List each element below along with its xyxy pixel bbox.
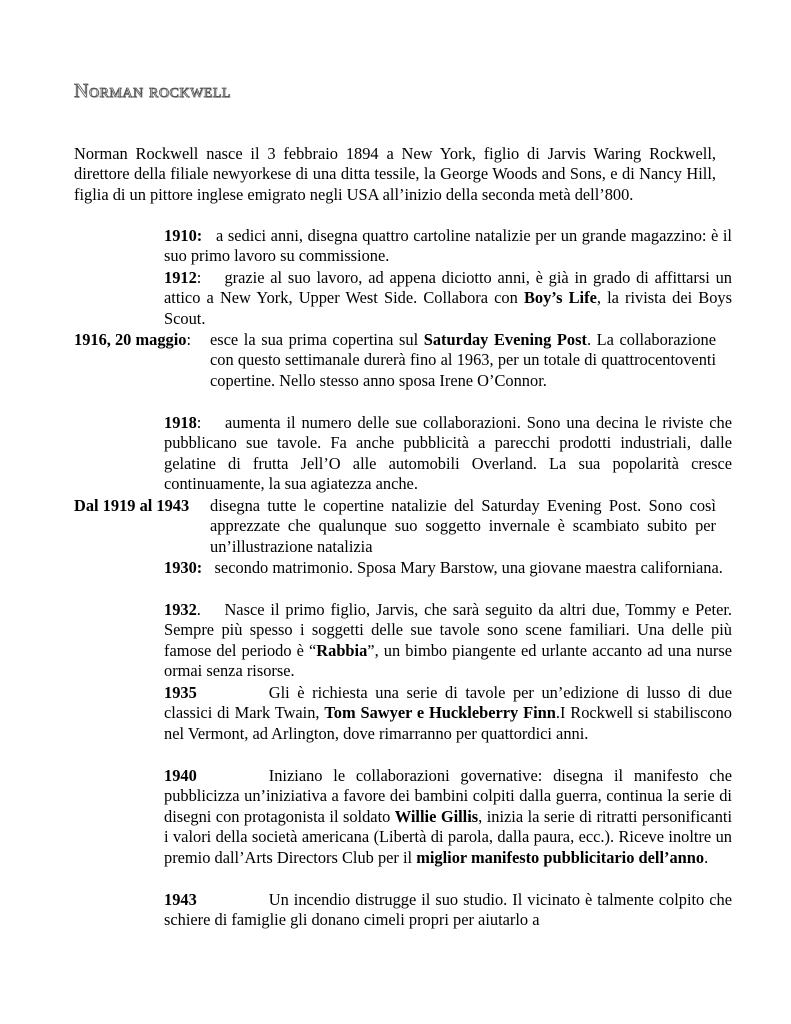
timeline-entry-1935: [148, 683, 732, 744]
entry-text: aumenta il numero delle sue collaborazioni. Sono una decina le riviste che pubblicano sue tavole. Fa anche pubblicità a parecchi prodotti industriali, dalle gelatine di frutta Jell’O alle automobili Overland. La sua popolarità cresce continuamente, la sua agiatezza anche.: [164, 413, 733, 494]
timeline-entry-1943: [148, 890, 732, 931]
entry-label: 1940: [164, 766, 197, 785]
entry-label: 1943: [164, 890, 197, 909]
entry-label: 1930:: [164, 558, 203, 577]
entry-text: grazie al suo lavoro, ad appena diciotto anni, è già in grado di affittarsi un attico a New York, Upper West Side. Collabora con: [164, 268, 732, 308]
document-title: Norman rockwell: [74, 80, 231, 102]
entry-text: disegna tutte le copertine natalizie del Saturday Evening Post. Sono così apprezzate che qualunque suo soggetto invernale è scambiato subito per un’illustrazione natalizia: [210, 496, 716, 556]
entry-bold-text: Boy’s Life: [523, 288, 597, 308]
entry-text: ”, un bimbo piangente ed urlante accanto ad una nurse ormai senza risorse.: [164, 640, 732, 681]
entry-text: .: [704, 847, 709, 867]
timeline-entry-1918: [148, 413, 732, 495]
entry-separator: :: [196, 268, 202, 287]
entry-text: . La collaborazione con questo settimanale durerà fino al 1963, per un totale di quattrocentoventi copertine. Nello stesso anno sposa Irene O’Connor.: [210, 330, 716, 390]
entry-label: 1916, 20 maggio:: [74, 330, 192, 349]
entry-bold-text: Willie Gillis: [394, 806, 479, 826]
timeline-entry-1910: [148, 226, 732, 267]
entry-text: a sedici anni, disegna quattro cartoline natalizie per un grande magazzino: è il suo primo lavoro su commissione.: [164, 226, 732, 266]
entry-label: 1932: [164, 600, 197, 619]
entry-text: esce la sua prima copertina sul: [210, 330, 424, 349]
intro-paragraph: Norman Rockwell nasce il 3 febbraio 1894 a New York, figlio di Jarvis Waring Rockwell, direttore della filiale newyorkese di una ditta tessile, la George Woods and Sons, e di Nancy Hill, figlia di un pittore inglese emigrato negli USA all’inizio della seconda metà dell’800.: [74, 144, 716, 204]
entry-label: 1912: [164, 268, 197, 287]
entry-label: 1918: [164, 413, 197, 432]
entry-label: Dal 1919 al 1943: [74, 496, 190, 515]
entry-text: secondo matrimonio. Sposa Mary Barstow, una giovane maestra californiana.: [214, 558, 723, 577]
entry-text: Gli è richiesta una serie di tavole per un’edizione di lusso di due classici di Mark Twain,: [164, 683, 732, 723]
entry-separator: :: [196, 413, 202, 432]
entry-text: Un incendio distrugge il suo studio. Il vicinato è talmente colpito che schiere di famiglie gli donano cimeli propri per aiutarlo a: [164, 890, 732, 930]
entry-text: Nasce il primo figlio, Jarvis, che sarà seguito da altri due, Tommy e Peter. Sempre più spesso i soggetti delle sue tavole sono scene familiari. Una delle più famose del periodo è “: [164, 600, 733, 660]
timeline-entry-1916: [74, 330, 716, 414]
entry-text: , la rivista dei Boys Scout.: [164, 288, 732, 328]
timeline-entry-1932: [148, 600, 732, 682]
entry-bold-text: Rabbia: [316, 640, 368, 660]
entry-bold-text: miglior manifesto pubblicitario dell’anno: [416, 847, 705, 867]
entry-text: Iniziano le collaborazioni governative: disegna il manifesto che pubblicizza un’iniziativa a favore dei bambini colpiti dalla guerra, continua la serie di disegni con protagonista il soldato: [164, 766, 732, 826]
entry-label: 1935: [164, 683, 197, 702]
entry-bold-text: Saturday Evening Post: [423, 330, 587, 349]
entry-separator: .: [196, 600, 201, 619]
entry-text: , inizia la serie di ritratti personificanti i valori della società americana (Libertà di parola, dalla paura, ecc.). Riceve inoltre un premio dall’Arts Directors Club per il: [164, 806, 733, 867]
timeline-entry-1940: [148, 766, 732, 868]
timeline-entry-1930: [148, 558, 732, 578]
entry-text: .I Rockwell si stabiliscono nel Vermont, ad Arlington, dove rimarranno per quattordici anni.: [164, 703, 733, 743]
entry-text-block: [210, 330, 716, 391]
entry-bold-text: Tom Sawyer e Huckleberry Finn: [324, 703, 556, 723]
entry-label: 1910:: [164, 226, 203, 245]
timeline-entry-1919-1943: [74, 496, 716, 558]
timeline-entry-1912: [148, 268, 732, 329]
